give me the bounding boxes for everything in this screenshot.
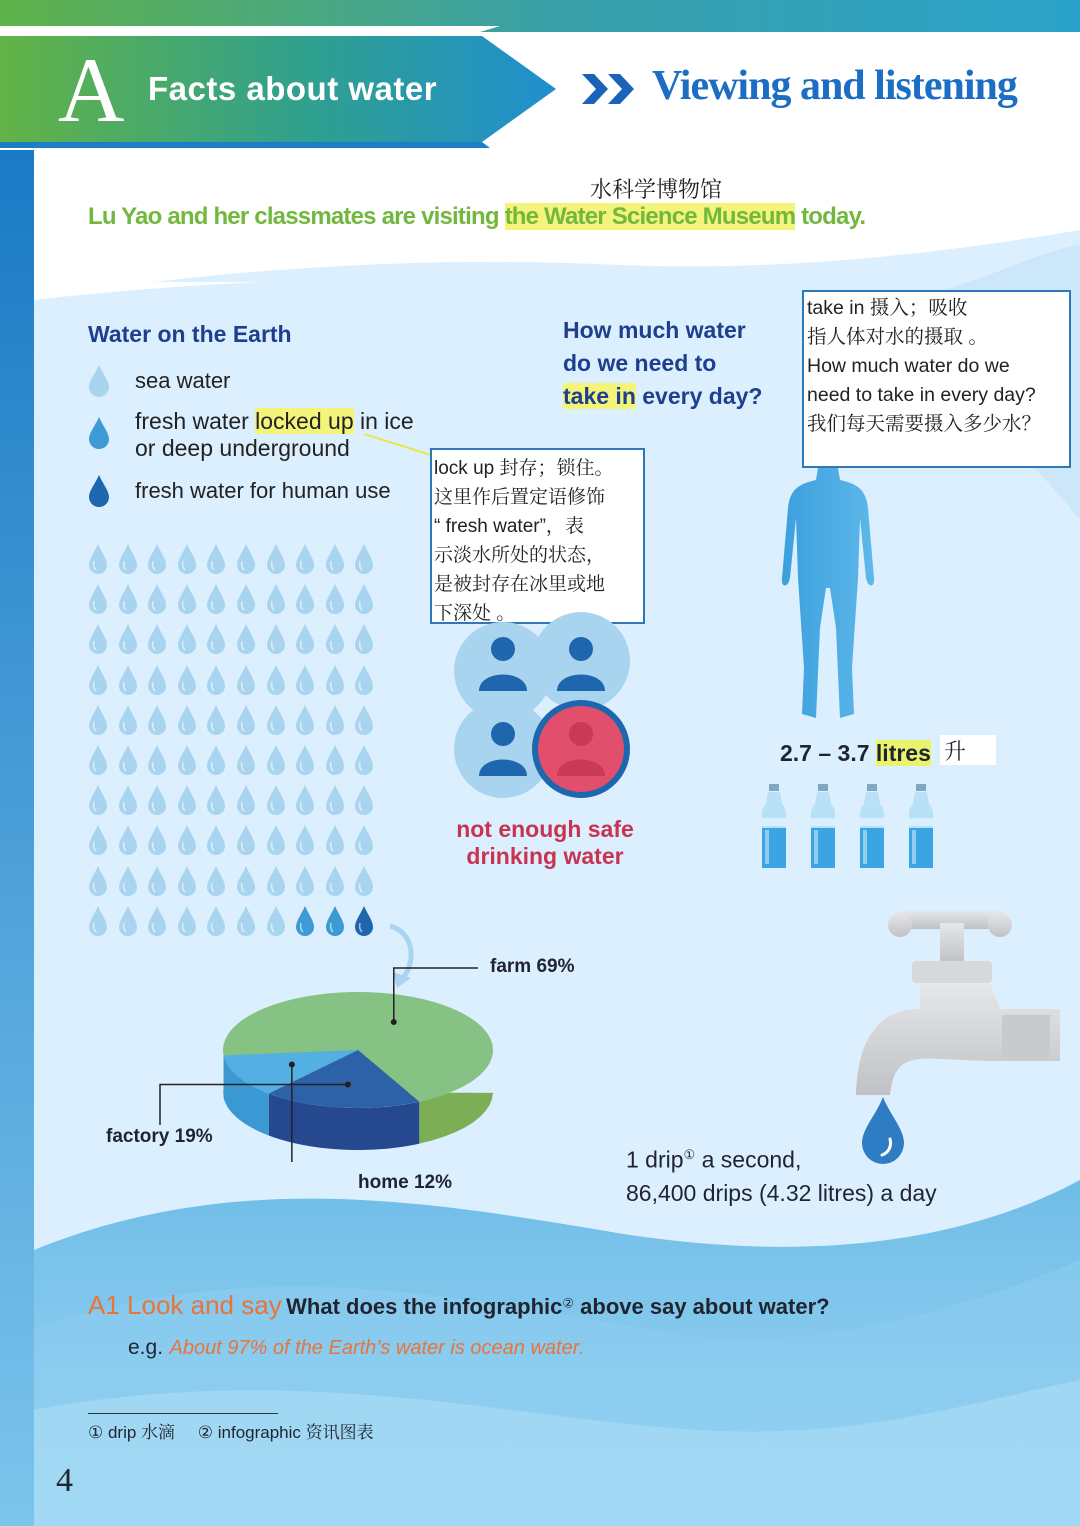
grid-water-drop xyxy=(88,664,108,696)
legend-sea xyxy=(88,364,230,398)
grid-water-drop xyxy=(325,704,345,736)
grid-water-drop xyxy=(177,824,197,856)
section-letter: A xyxy=(58,39,125,141)
grid-water-drop xyxy=(325,583,345,615)
grid-water-drop xyxy=(266,784,286,816)
note-line: 这里作后置定语修饰 xyxy=(434,487,606,508)
grid-water-drop xyxy=(88,865,108,897)
example-answer: About 97% of the Earth’s water is ocean water. xyxy=(169,1337,585,1359)
need-heading-line1: How much water xyxy=(563,317,746,343)
pie-label-farm: farm 69% xyxy=(490,956,575,977)
grid-water-drop xyxy=(206,664,226,696)
note-line: lock up 封存；锁住。 xyxy=(434,458,614,479)
water-drop-icon xyxy=(88,416,110,450)
grid-water-drop xyxy=(325,543,345,575)
grid-water-drop xyxy=(177,704,197,736)
grid-water-drop xyxy=(147,905,167,937)
grid-water-drop xyxy=(206,583,226,615)
grid-water-drop xyxy=(118,905,138,937)
grid-water-drop xyxy=(266,905,286,937)
task-example xyxy=(128,1336,584,1360)
note-line: “ fresh water”，表 xyxy=(434,516,584,537)
grid-water-drop xyxy=(147,623,167,655)
locked-up-highlight: locked up xyxy=(255,408,354,434)
pie-label-home: home 12% xyxy=(358,1172,452,1193)
earth-heading: Water on the Earth xyxy=(88,321,292,347)
grid-water-drop xyxy=(177,543,197,575)
lock-up-note xyxy=(430,448,645,624)
grid-water-drop xyxy=(354,824,374,856)
double-chevron-icon xyxy=(580,72,638,106)
grid-water-drop xyxy=(147,824,167,856)
grid-water-drop xyxy=(147,704,167,736)
grid-water-drop xyxy=(206,905,226,937)
grid-water-drop xyxy=(177,623,197,655)
grid-water-drop xyxy=(354,623,374,655)
grid-water-drop xyxy=(206,623,226,655)
grid-water-drop xyxy=(147,583,167,615)
water-drop-icon xyxy=(88,364,110,398)
grid-water-drop xyxy=(266,704,286,736)
person-icon xyxy=(555,720,607,776)
grid-water-drop xyxy=(236,784,256,816)
page-number: 4 xyxy=(56,1462,73,1499)
grid-water-drop xyxy=(295,623,315,655)
water-bottle-icon xyxy=(760,784,788,870)
grid-water-drop xyxy=(266,824,286,856)
grid-water-drop xyxy=(325,865,345,897)
legend-locked-line2: or deep underground xyxy=(135,435,350,461)
grid-water-drop xyxy=(177,664,197,696)
grid-water-drop xyxy=(88,744,108,776)
grid-water-drop xyxy=(88,583,108,615)
grid-water-drop xyxy=(177,784,197,816)
grid-water-drop xyxy=(354,744,374,776)
legend-human-label: fresh water for human use xyxy=(135,478,391,503)
grid-water-drop xyxy=(325,824,345,856)
grid-water-drop xyxy=(88,543,108,575)
grid-water-drop xyxy=(88,784,108,816)
grid-water-drop xyxy=(118,784,138,816)
grid-water-drop xyxy=(354,664,374,696)
water-bottle-icon xyxy=(809,784,837,870)
grid-water-drop xyxy=(236,543,256,575)
grid-water-drop xyxy=(295,704,315,736)
grid-water-drop xyxy=(236,824,256,856)
grid-water-drop xyxy=(88,623,108,655)
intake-amount xyxy=(780,740,931,767)
grid-water-drop xyxy=(236,905,256,937)
grid-water-drop xyxy=(177,583,197,615)
take-in-note xyxy=(802,290,1071,468)
water-bottles xyxy=(760,784,960,874)
grid-water-drop xyxy=(206,543,226,575)
footnotes xyxy=(88,1418,374,1443)
grid-water-drop xyxy=(118,623,138,655)
section-subtitle: Viewing and listening xyxy=(652,63,1017,109)
grid-water-drop xyxy=(295,744,315,776)
grid-water-drop xyxy=(236,583,256,615)
grid-water-drop xyxy=(206,704,226,736)
legend-locked-text-2: in ice xyxy=(353,408,414,434)
grid-water-drop xyxy=(177,865,197,897)
people-caption-line2: drinking water xyxy=(466,843,624,869)
intake-value: 2.7 – 3.7 xyxy=(780,740,876,766)
grid-water-drop xyxy=(147,744,167,776)
water-use-pie-chart xyxy=(90,940,610,1210)
task-line xyxy=(88,1290,830,1321)
grid-water-drop xyxy=(325,784,345,816)
footnote-1: ① drip 水滴 xyxy=(88,1423,176,1442)
task-question-a: What does the infographic xyxy=(286,1294,563,1319)
intro-sentence xyxy=(88,203,865,231)
water-bottle-icon xyxy=(907,784,935,870)
intro-gloss: 水科学博物馆 xyxy=(590,178,723,203)
need-heading-line2: do we need to xyxy=(563,350,717,376)
footnote-divider xyxy=(88,1413,278,1414)
need-heading xyxy=(563,314,762,413)
grid-water-drop xyxy=(295,664,315,696)
note-line: 指人体对水的摄取 。 xyxy=(807,326,988,348)
grid-water-drop xyxy=(118,583,138,615)
drip-line1-a: 1 drip xyxy=(626,1146,684,1173)
grid-water-drop xyxy=(354,704,374,736)
take-in-highlight: take in xyxy=(563,383,636,409)
grid-water-drop xyxy=(147,664,167,696)
grid-water-drop xyxy=(266,623,286,655)
grid-water-drop xyxy=(236,704,256,736)
grid-water-drop xyxy=(118,664,138,696)
grid-water-drop xyxy=(295,865,315,897)
task-label: A1 Look and say xyxy=(88,1290,282,1320)
legend-sea-label: sea water xyxy=(135,368,231,393)
grid-water-drop xyxy=(236,865,256,897)
grid-water-drop xyxy=(88,824,108,856)
grid-water-drop xyxy=(147,865,167,897)
drip-line1-b: a second, xyxy=(695,1146,802,1173)
need-heading-line3: every day? xyxy=(635,383,763,409)
grid-water-drop xyxy=(236,623,256,655)
grid-water-drop xyxy=(354,865,374,897)
grid-water-drop xyxy=(206,744,226,776)
grid-water-drop xyxy=(295,784,315,816)
note-line: 示淡水所处的状态， xyxy=(434,545,606,566)
grid-water-drop xyxy=(118,865,138,897)
grid-water-drop xyxy=(206,865,226,897)
person-icon xyxy=(477,635,529,691)
grid-water-drop xyxy=(88,905,108,937)
footnote-marker-1: ① xyxy=(683,1147,696,1162)
note-connector xyxy=(360,430,440,460)
water-drop-grid xyxy=(88,543,388,943)
grid-water-drop xyxy=(354,905,374,937)
drip-fact xyxy=(626,1138,937,1210)
grid-water-drop xyxy=(354,543,374,575)
intro-text-end: today. xyxy=(795,203,866,230)
person-icon xyxy=(477,720,529,776)
grid-water-drop xyxy=(295,824,315,856)
grid-water-drop xyxy=(236,744,256,776)
grid-water-drop xyxy=(295,905,315,937)
note-line: need to take in every day? xyxy=(807,384,1036,406)
grid-water-drop xyxy=(266,543,286,575)
water-bottle-icon xyxy=(858,784,886,870)
grid-water-drop xyxy=(147,784,167,816)
task-question-b: above say about water? xyxy=(574,1294,830,1319)
grid-water-drop xyxy=(206,824,226,856)
grid-water-drop xyxy=(236,664,256,696)
leader-dot-home xyxy=(289,1061,295,1067)
grid-water-drop xyxy=(118,744,138,776)
grid-water-drop xyxy=(325,905,345,937)
people-caption xyxy=(420,816,670,870)
note-line: 我们每天需要摄入多少水？ xyxy=(807,413,1042,435)
water-tap-icon xyxy=(850,905,1060,1095)
people-caption-line1: not enough safe xyxy=(456,816,634,842)
grid-water-drop xyxy=(118,824,138,856)
section-title: Facts about water xyxy=(148,70,438,107)
person-icon xyxy=(555,635,607,691)
drip-line2: 86,400 drips (4.32 litres) a day xyxy=(626,1179,937,1206)
grid-water-drop xyxy=(147,543,167,575)
grid-water-drop xyxy=(266,664,286,696)
legend-locked-text: fresh water xyxy=(135,408,256,434)
note-line: 下深处 。 xyxy=(434,603,516,624)
intro-highlight: the Water Science Museum xyxy=(504,203,796,230)
grid-water-drop xyxy=(325,664,345,696)
intake-unit: litres xyxy=(875,740,931,766)
grid-water-drop xyxy=(325,744,345,776)
pie-label-factory: factory 19% xyxy=(106,1126,213,1147)
grid-water-drop xyxy=(88,704,108,736)
grid-water-drop xyxy=(266,744,286,776)
grid-water-drop xyxy=(295,583,315,615)
water-drop-icon xyxy=(88,474,110,508)
grid-water-drop xyxy=(118,704,138,736)
intro-text-start: Lu Yao and her classmates are visiting xyxy=(88,203,505,230)
footnote-marker-2: ② xyxy=(562,1295,575,1311)
footnote-2: ② infographic 资讯图表 xyxy=(197,1423,374,1442)
note-line: How much water do we xyxy=(807,355,1010,377)
eg-label: e.g. xyxy=(128,1336,164,1359)
legend-human xyxy=(88,474,391,508)
note-line: take in 摄入；吸收 xyxy=(807,297,968,319)
unit-gloss: 升 xyxy=(940,735,996,765)
grid-water-drop xyxy=(206,784,226,816)
leader-dot-factory xyxy=(345,1082,351,1088)
grid-water-drop xyxy=(177,905,197,937)
grid-water-drop xyxy=(354,583,374,615)
grid-water-drop xyxy=(266,583,286,615)
note-line: 是被封存在冰里或地 xyxy=(434,574,606,595)
leader-dot-farm xyxy=(391,1019,397,1025)
grid-water-drop xyxy=(354,784,374,816)
grid-water-drop xyxy=(325,623,345,655)
grid-water-drop xyxy=(118,543,138,575)
grid-water-drop xyxy=(177,744,197,776)
grid-water-drop xyxy=(295,543,315,575)
grid-water-drop xyxy=(266,865,286,897)
